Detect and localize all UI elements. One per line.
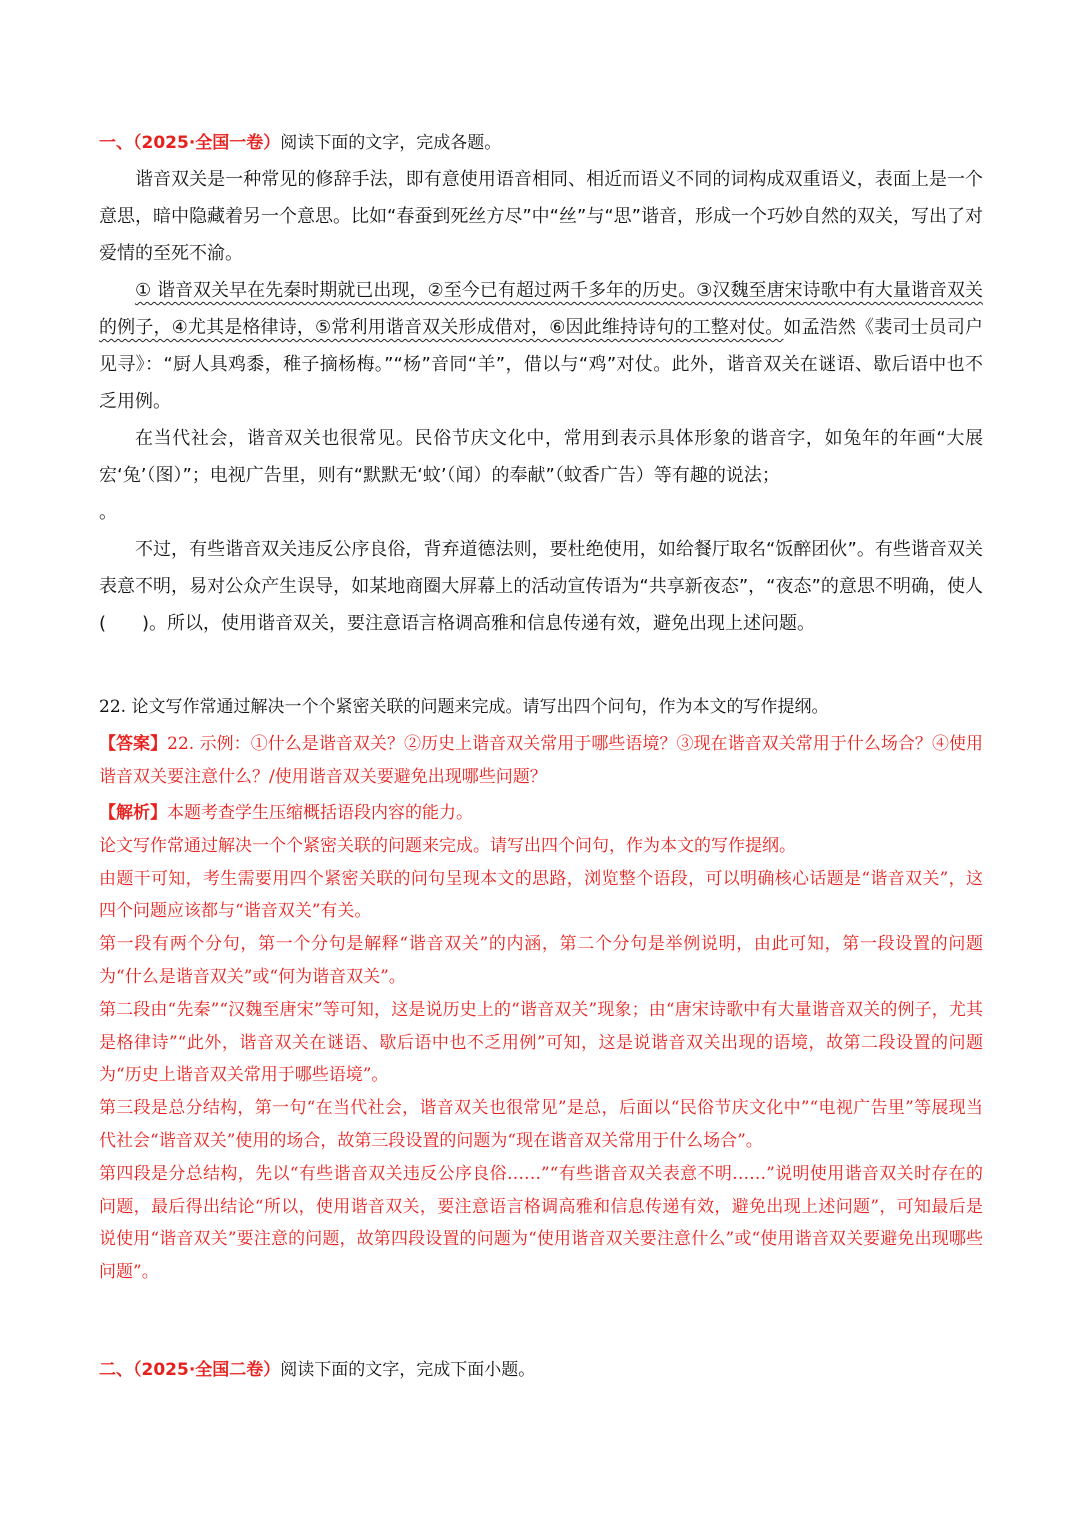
- section-1-instruction: 阅读下面的文字，完成各题。: [280, 133, 502, 153]
- section-1-source: （2025·全国一卷）: [133, 133, 281, 153]
- reading-passage: [99, 161, 983, 642]
- section-1-number: 一、: [99, 133, 133, 153]
- section-2-source: （2025·全国二卷）: [133, 1360, 281, 1380]
- analysis-lead-paragraph: [99, 797, 983, 830]
- passage-paragraph-3: 在当代社会，谐音双关也很常见。民俗节庆文化中，常用到表示具体形象的谐音字，如兔年的年画“大展宏‘兔’（图）”；电视广告里，则有“默默无‘蚊’（闻）的奉献”（蚊香广告）等有趣的说法；: [99, 428, 983, 486]
- section-2-heading: [99, 1356, 983, 1384]
- answer-block: [99, 728, 983, 794]
- underlined-sentences: ① 谐音双关早在先秦时期就已出现，②至今已有超过两千多年的历史。③汉魏至唐宋诗歌中有大量谐音双关的例子，④尤其是格律诗，⑤常利用谐音双关形成借对，⑥因此维持诗句的工整对仗。: [99, 280, 983, 338]
- passage-paragraph-1: 谐音双关是一种常见的修辞手法，即有意使用语音相同、相近而语义不同的词构成双重语义，表面上是一个意思，暗中隐藏着另一个意思。比如“春蚕到死丝方尽”中“丝”与“思”谐音，形成一个巧妙自然的双关，写出了对爱情的至死不渝。: [99, 169, 983, 264]
- section-1-heading: [99, 129, 983, 157]
- answer-paragraph: [99, 728, 983, 794]
- analysis-lead: 本题考查学生压缩概括语段内容的能力。: [167, 803, 473, 823]
- answer-tag: 【答案】: [99, 734, 168, 754]
- question-22: 22. 论文写作常通过解决一个个紧密关联的问题来完成。请写出四个问句，作为本文的写作提纲。: [99, 697, 829, 717]
- analysis-paragraph: 第二段由“先秦”“汉魏至唐宋”等可知，这是说历史上的“谐音双关”现象；由“唐宋诗歌中有大量谐音双关的例子，尤其是格律诗”“此外，谐音双关在谜语、歇后语中也不乏用例”可知，这是说谐音双关出现的语境，故第二段设置的问题为“历史上谐音双关常用于哪些语境”。: [99, 999, 983, 1086]
- analysis-tag: 【解析】: [99, 803, 167, 823]
- passage-paragraph-4: 不过，有些谐音双关违反公序良俗，背弃道德法则，要杜绝使用，如给餐厅取名“饭醉团伙”。有些谐音双关表意不明，易对公众产生误导，如某地商圈大屏幕上的活动宣传语为“共享新夜态”，“夜态”的意思不明确，使人( )。所以，使用谐音双关，要注意语言格调高雅和信息传递有效，避免出现上述问题。: [99, 539, 983, 634]
- analysis-block: [99, 797, 983, 1289]
- section-2-instruction: 阅读下面的文字，完成下面小题。: [280, 1360, 536, 1380]
- analysis-paragraph: 第一段有两个分句，第一个分句是解释“谐音双关”的内涵，第二个分句是举例说明，由此可知，第一段设置的问题为“什么是谐音双关”或“何为谐音双关”。: [99, 934, 983, 987]
- analysis-paragraph: 由题干可知，考生需要用四个紧密关联的问句呈现本文的思路，浏览整个语段，可以明确核心话题是“谐音双关”，这四个问题应该都与“谐音双关”有关。: [99, 868, 983, 922]
- passage-paragraph-2: [99, 272, 983, 420]
- section-2-number: 二、: [99, 1360, 133, 1380]
- passage-paragraph-3-blank: 。: [99, 502, 117, 523]
- answer-text: 22. 示例：①什么是谐音双关？②历史上谐音双关常用于哪些语境？③现在谐音双关常用于什么场合？④使用谐音双关要注意什么？/使用谐音双关要避免出现哪些问题？: [99, 734, 983, 787]
- analysis-paragraph: 论文写作常通过解决一个个紧密关联的问题来完成。请写出四个问句，作为本文的写作提纲。: [99, 835, 796, 856]
- passage-paragraph-2-rest: 如孟浩然《裴司士员司户见寻》：“厨人具鸡黍，稚子摘杨梅。”“杨”音同“羊”，借以与“鸡”对仗。此外，谐音双关在谜语、歇后语中也不乏用例。: [99, 317, 983, 412]
- analysis-paragraph: 第三段是总分结构，第一句“在当代社会，谐音双关也很常见”是总，后面以“民俗节庆文化中”“电视广告里”等展现当代社会“谐音双关”使用的场合，故第三段设置的问题为“现在谐音双关常用于什么场合”。: [99, 1098, 983, 1151]
- analysis-paragraph: 第四段是分总结构，先以“有些谐音双关违反公序良俗……”“有些谐音双关表意不明……”说明使用谐音双关时存在的问题，最后得出结论“所以，使用谐音双关，要注意语言格调高雅和信息传递有效，避免出现上述问题”，可知最后是说使用“谐音双关”要注意的问题，故第四段设置的问题为“使用谐音双关要注意什么”或“使用谐音双关要避免出现哪些问题”。: [99, 1163, 983, 1283]
